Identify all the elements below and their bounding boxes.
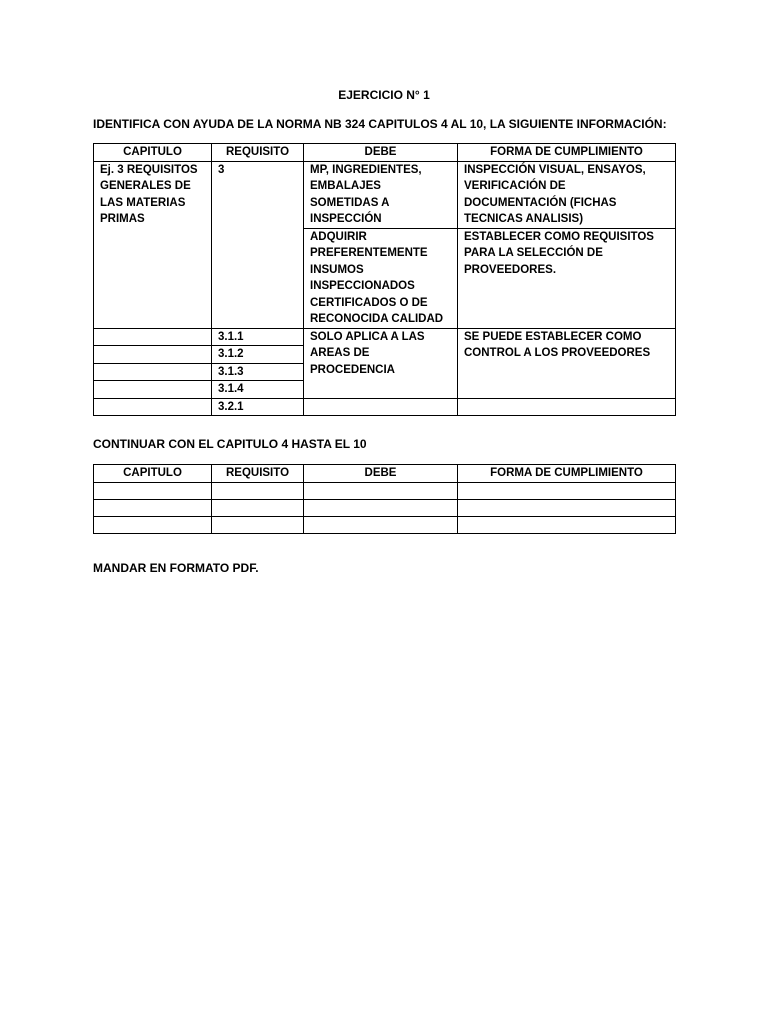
cell-requisito — [212, 482, 304, 499]
blank-table — [93, 464, 676, 534]
cell-requisito: 3 — [212, 161, 304, 328]
cell-requisito — [212, 499, 304, 516]
table-row — [94, 161, 676, 228]
cell-forma: ESTABLECER COMO REQUISITOS PARA LA SELECCIÓN DE PROVEEDORES. — [458, 228, 676, 328]
header-capitulo: CAPITULO — [94, 144, 212, 162]
cell-debe: SOLO APLICA A LAS AREAS DE PROCEDENCIA — [304, 328, 458, 398]
continue-text: CONTINUAR CON EL CAPITULO 4 HASTA EL 10 — [93, 437, 367, 451]
cell-debe — [304, 482, 458, 499]
table-row — [94, 516, 676, 533]
table-row — [94, 328, 676, 346]
cell-forma: INSPECCIÓN VISUAL, ENSAYOS, VERIFICACIÓN DE DOCUMENTACIÓN (FICHAS TECNICAS ANALISIS) — [458, 161, 676, 228]
cell-forma: SE PUEDE ESTABLECER COMO CONTROL A LOS PROVEEDORES — [458, 328, 676, 398]
cell-requisito: 3.1.2 — [212, 346, 304, 364]
table-header-row — [94, 144, 676, 162]
table-header-row — [94, 465, 676, 483]
cell-capitulo — [94, 328, 212, 346]
exercise-title: EJERCICIO N° 1 — [338, 88, 430, 102]
cell-forma — [458, 499, 676, 516]
cell-capitulo — [94, 482, 212, 499]
header-debe: DEBE — [304, 465, 458, 483]
cell-capitulo — [94, 398, 212, 416]
cell-capitulo — [94, 516, 212, 533]
table-row — [94, 482, 676, 499]
cell-capitulo — [94, 381, 212, 399]
instruction-text: IDENTIFICA CON AYUDA DE LA NORMA NB 324 CAPITULOS 4 AL 10, LA SIGUIENTE INFORMACIÓN: — [93, 117, 667, 131]
header-forma: FORMA DE CUMPLIMIENTO — [458, 144, 676, 162]
cell-debe — [304, 516, 458, 533]
cell-debe — [304, 398, 458, 416]
cell-capitulo: Ej. 3 REQUISITOS GENERALES DE LAS MATERIAS PRIMAS — [94, 161, 212, 328]
cell-forma — [458, 482, 676, 499]
cell-debe: MP, INGREDIENTES, EMBALAJES SOMETIDAS A INSPECCIÓN — [304, 161, 458, 228]
cell-forma — [458, 516, 676, 533]
table-row — [94, 499, 676, 516]
cell-requisito: 3.1.3 — [212, 363, 304, 381]
header-requisito: REQUISITO — [212, 465, 304, 483]
cell-capitulo — [94, 346, 212, 364]
header-requisito: REQUISITO — [212, 144, 304, 162]
cell-debe: ADQUIRIR PREFERENTEMENTE INSUMOS INSPECCIONADOS CERTIFICADOS O DE RECONOCIDA CALIDAD — [304, 228, 458, 328]
cell-capitulo — [94, 363, 212, 381]
cell-forma — [458, 398, 676, 416]
cell-debe — [304, 499, 458, 516]
cell-requisito: 3.1.4 — [212, 381, 304, 399]
cell-requisito: 3.2.1 — [212, 398, 304, 416]
cell-requisito: 3.1.1 — [212, 328, 304, 346]
cell-capitulo — [94, 499, 212, 516]
requirements-table — [93, 143, 676, 416]
table-row — [94, 398, 676, 416]
footer-text: MANDAR EN FORMATO PDF. — [93, 561, 259, 575]
cell-requisito — [212, 516, 304, 533]
header-debe: DEBE — [304, 144, 458, 162]
header-capitulo: CAPITULO — [94, 465, 212, 483]
header-forma: FORMA DE CUMPLIMIENTO — [458, 465, 676, 483]
